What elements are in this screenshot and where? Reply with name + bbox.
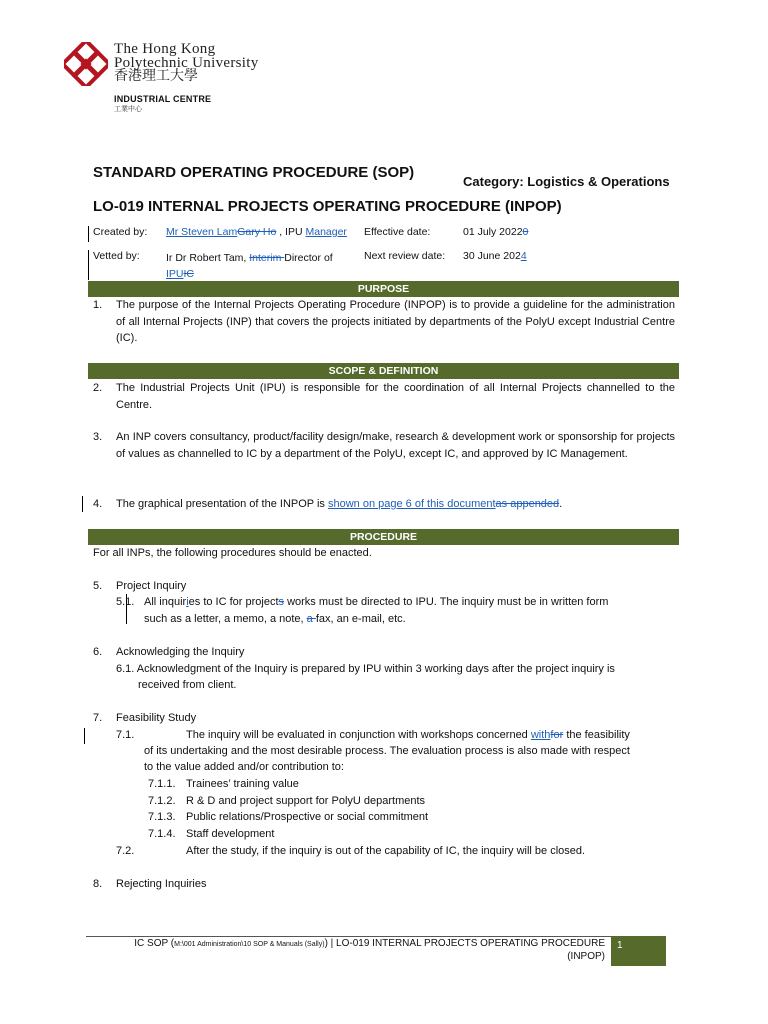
item-7-2-text: After the study, if the inquiry is out of the capability of IC, the inquiry will be closed. [186, 845, 586, 857]
p51-e: fax, an e-mail, etc. [315, 613, 406, 625]
p71-a: The inquiry will be evaluated in conjunction with workshops concerned [186, 729, 531, 741]
heading-acknowledging: Acknowledging the Inquiry [116, 646, 245, 658]
p4-end: . [559, 498, 563, 510]
vetted-struck: Interim [249, 252, 285, 264]
footer-path: M:\001 Administration\10 SOP & Manuals (Sally) [174, 941, 325, 948]
item-number: 2. [93, 382, 103, 394]
review-inserted: 4 [520, 250, 527, 262]
page-number: 1 [617, 940, 623, 951]
p4-text: The graphical presentation of the INPOP is [116, 498, 328, 510]
university-name-line1: The Hong Kong [114, 41, 216, 57]
procedure-section-header: PROCEDURE [88, 529, 679, 545]
p51-d: such as a letter, a memo, a note, [144, 613, 307, 625]
item-number: 7.1.4. [148, 828, 176, 840]
footer-text [100, 938, 605, 963]
p51-struck2: a [306, 613, 316, 625]
scope-paragraph-2 [93, 380, 675, 413]
p51-struck: s [278, 596, 285, 608]
item-number: 4. [93, 498, 103, 510]
p51-b: es to IC for project [188, 596, 279, 608]
item-number: 7.1. [116, 729, 135, 741]
p51-a: All inquir [144, 596, 187, 608]
created-role: Manager [305, 226, 347, 238]
heading-rejecting: Rejecting Inquiries [116, 878, 207, 890]
p71-b: the feasibility [563, 729, 630, 741]
item-number: 7.1.2. [148, 795, 176, 807]
vetted-name: Ir Dr Robert Tam, [166, 252, 250, 264]
footer-suffix: ) | LO-019 INTERNAL PROJECTS OPERATING PROCEDURE [324, 938, 605, 949]
effective-struck: 0 [522, 226, 529, 238]
vetted-unit-struck: IC [183, 268, 195, 280]
vetted-by-value [166, 250, 333, 282]
created-struck: Gary Ho [237, 226, 277, 238]
created-label: Created by: [93, 226, 148, 238]
p51-ins: i [186, 596, 189, 608]
page-6-link[interactable]: shown on page 6 of this document [327, 498, 496, 510]
created-by-value [166, 226, 347, 238]
review-value [463, 250, 527, 262]
p4-struck: as appended [495, 498, 560, 510]
footer-line2: (INPOP) [567, 951, 605, 962]
item-6-1-line2: received from client. [138, 679, 237, 691]
heading-feasibility: Feasibility Study [116, 712, 197, 724]
vetted-unit: IPU [166, 268, 184, 280]
effective-value [463, 226, 528, 238]
subitem-staff: Staff development [186, 828, 275, 840]
revision-bar [88, 226, 89, 242]
subitem-public-relations: Public relations/Prospective or social commitment [186, 811, 429, 823]
polyu-logo [64, 42, 108, 86]
sop-title: STANDARD OPERATING PROCEDURE (SOP) [93, 164, 415, 181]
item-number: 5. [93, 580, 103, 592]
procedure-intro: For all INPs, the following procedures should be enacted. [93, 547, 372, 559]
item-7-1-line1 [186, 727, 630, 744]
subitem-rd: R & D and project support for PolyU departments [186, 795, 426, 807]
item-text [116, 496, 675, 513]
review-date: 30 June 202 [463, 250, 521, 262]
scope-paragraph-4 [93, 496, 675, 513]
review-label: Next review date: [364, 250, 446, 262]
created-rest: , IPU [276, 226, 306, 238]
subitem-training: Trainees’ training value [186, 778, 299, 790]
p71-struck: for [550, 729, 564, 741]
vetted-rest: Director of [284, 252, 333, 264]
vetted-label: Vetted by: [93, 250, 140, 262]
scope-paragraph-3 [93, 429, 675, 462]
revision-bar [88, 250, 89, 280]
item-text: The Industrial Projects Unit (IPU) is responsible for the coordination of all Internal Projects channelled to the Centre. [116, 382, 675, 411]
university-name [114, 42, 259, 84]
item-number: 6. [93, 646, 103, 658]
item-number: 7.2. [116, 845, 135, 857]
university-name-line2: Polytechnic University [114, 55, 259, 71]
item-7-1-line2: of its undertaking and the most desirable process. The evaluation process is also made with respect [144, 745, 630, 757]
footer-divider [86, 936, 666, 937]
created-name: Mr Steven Lam [166, 226, 238, 238]
purpose-paragraph [93, 297, 675, 347]
revision-bar [82, 496, 83, 512]
p51-c: works must be directed to IPU. The inquiry must be in written form [284, 596, 609, 608]
logo-knot-icon [64, 42, 108, 86]
item-number: 7. [93, 712, 103, 724]
item-number: 5.1. [116, 596, 135, 608]
scope-section-header: SCOPE & DEFINITION [88, 363, 679, 379]
item-number: 1. [93, 299, 103, 311]
document-title: LO-019 INTERNAL PROJECTS OPERATING PROCEDURE (INPOP) [93, 198, 562, 215]
item-5-1-line1 [144, 594, 675, 611]
item-number: 8. [93, 878, 103, 890]
industrial-centre-name: INDUSTRIAL CENTRE [114, 94, 212, 104]
item-number: 3. [93, 431, 103, 443]
page-number-box [611, 936, 666, 966]
item-7-1-line3: to the value added and/or contribution to: [144, 761, 344, 773]
p71-ins: with [530, 729, 551, 741]
effective-label: Effective date: [364, 226, 431, 238]
category-label: Category: Logistics & Operations [463, 174, 670, 189]
item-number: 7.1.1. [148, 778, 176, 790]
university-name-chinese: 香港理工大學 [114, 69, 198, 84]
item-text: The purpose of the Internal Projects Operating Procedure (INPOP) is to provide a guideline for the administration of all Internal Projects (INP) that covers the projects initiated by departments of the PolyU except Industrial Centre (IC). [116, 299, 675, 344]
item-6-1-line1: 6.1. Acknowledgment of the Inquiry is prepared by IPU within 3 working days after the project inquiry is [116, 663, 615, 675]
item-text: An INP covers consultancy, product/facility design/make, research & development work or sponsorship for projects of values as channelled to IC by a department of the PolyU, except IC, and approved by IC Management. [116, 431, 675, 460]
item-5-1-line2 [144, 611, 406, 628]
footer-prefix: IC SOP ( [134, 938, 175, 949]
revision-bar [84, 728, 85, 744]
purpose-section-header: PURPOSE [88, 281, 679, 297]
item-number: 7.1.3. [148, 811, 176, 823]
heading-project-inquiry: Project Inquiry [116, 580, 187, 592]
industrial-centre-chinese: 工業中心 [114, 106, 142, 113]
effective-date: 01 July 2022 [463, 226, 523, 238]
